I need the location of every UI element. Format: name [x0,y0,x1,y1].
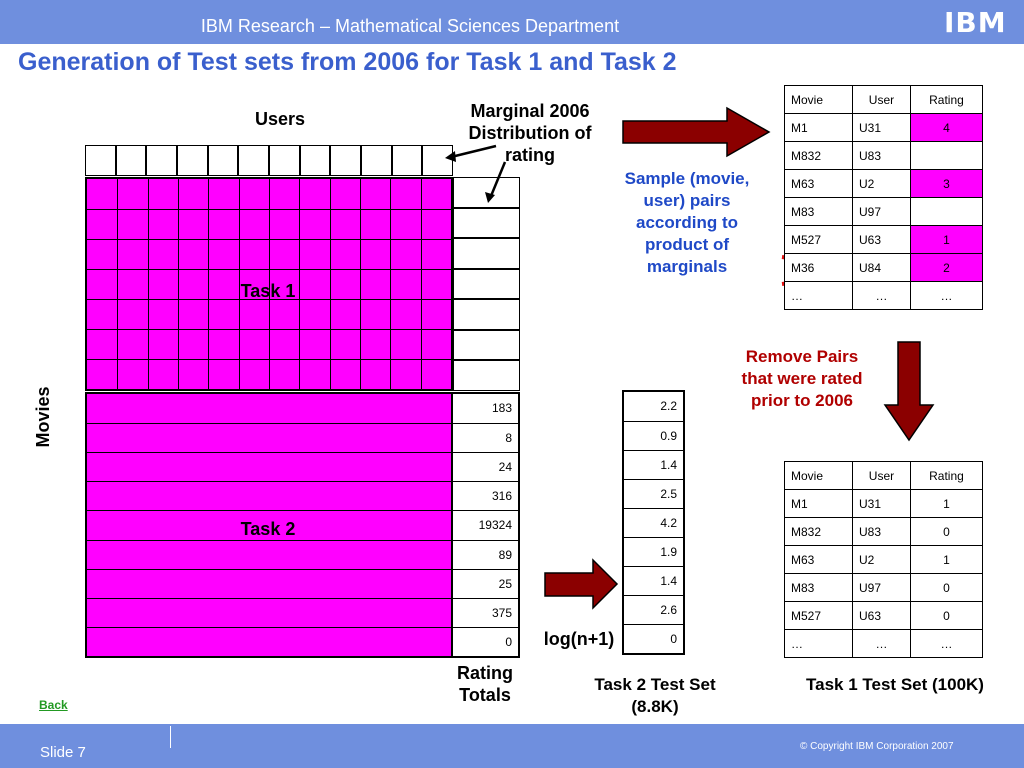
rating-total-cell: 24 [453,452,518,481]
table-row [785,226,983,254]
log-value-cell: 2.6 [624,595,683,624]
table-cell: U84 [853,254,911,282]
movies-label: Movies [33,386,53,448]
table-row [785,142,983,170]
table-cell: … [785,630,853,658]
table-header-cell: User [853,462,911,490]
task1-set-label: Task 1 Test Set (100K) [806,675,984,694]
table-cell: 0 [910,518,982,546]
table-cell: 1 [910,490,982,518]
table-cell: … [853,630,911,658]
rating-totals-label: Rating Totals [457,663,513,705]
table-cell: M527 [785,226,853,254]
down-arrow [885,342,933,440]
table-cell: 0 [910,574,982,602]
table-task1-result [784,461,983,658]
pointer-line-users [451,146,496,157]
task2-label: Task 2 [240,519,296,539]
header-title: IBM Research – Mathematical Sciences Department [200,16,620,36]
table-cell [910,198,982,226]
table-row [785,114,983,142]
log-value-cell: 2.2 [624,392,683,421]
table-cell: 4 [910,114,982,142]
log-value-cell: 0.9 [624,421,683,450]
table-cell: M1 [785,490,853,518]
table-header-cell: Rating [910,86,982,114]
table-cell: U63 [853,602,911,630]
log-value-cell: 4.2 [624,508,683,537]
table-cell: M832 [785,142,853,170]
marginal-label: Marginal 2006 Distribution of rating [468,101,592,165]
table-cell: M36 [785,254,853,282]
table-cell: 0 [910,602,982,630]
table-row [785,490,983,518]
table-cell: … [853,282,911,310]
task1-label: Task 1 [240,281,296,301]
table-row [785,198,983,226]
table-cell: U63 [853,226,911,254]
table-row [785,546,983,574]
log-value-cell: 1.4 [624,566,683,595]
table-header-row [785,86,983,114]
table-row [785,518,983,546]
rating-total-cell: 316 [453,481,518,510]
log-value-cell: 0 [624,624,683,653]
rating-total-cell: 25 [453,569,518,598]
task2-set-label: Task 2 Test Set (8.8K) [594,675,716,716]
table-cell: U83 [853,518,911,546]
table-cell: 1 [910,546,982,574]
table-cell: 1 [910,226,982,254]
table-cell: U83 [853,142,911,170]
table-cell [910,142,982,170]
rating-total-cell: 89 [453,540,518,569]
rating-total-cell: 183 [453,394,518,423]
table-row [785,630,983,658]
copyright: © Copyright IBM Corporation 2007 [800,741,954,752]
table-row [785,170,983,198]
rating-total-cell: 375 [453,598,518,627]
right-arrow-top [623,108,769,156]
table-cell: … [785,282,853,310]
table-cell: 2 [910,254,982,282]
remove-text: Remove Pairs that were rated prior to 2006 [741,347,863,410]
table-cell: … [910,282,982,310]
table-row [785,602,983,630]
table-cell: U2 [853,170,911,198]
back-link[interactable]: Back [39,698,68,712]
sample-text: Sample (movie, user) pairs according to product of marginals [624,169,750,276]
table-cell: M63 [785,170,853,198]
rating-total-cell: 8 [453,423,518,452]
table-cell: M1 [785,114,853,142]
users-label: Users [254,109,306,129]
ibm-logo: IBM [944,6,1007,39]
pointer-line-ratings [491,162,505,196]
slide-title: Generation of Test sets from 2006 for Task 1 and Task 2 [18,48,677,76]
rating-total-cell: 19324 [453,510,518,539]
slide-number: Slide 7 [40,744,86,761]
log-value-cell: 2.5 [624,479,683,508]
table-header-row [785,462,983,490]
table-row [785,282,983,310]
table-cell: M83 [785,574,853,602]
table-cell: … [910,630,982,658]
table-header-cell: User [853,86,911,114]
table-task1-sample [784,85,983,310]
log-value-cell: 1.9 [624,537,683,566]
table-header-cell: Rating [910,462,982,490]
table-row [785,574,983,602]
table-cell: U97 [853,574,911,602]
table-cell: U2 [853,546,911,574]
footer-divider [170,726,171,748]
table-cell: U31 [853,490,911,518]
table-cell: M832 [785,518,853,546]
table-header-cell: Movie [785,462,853,490]
right-arrow-bottom [545,560,617,608]
table-cell: U97 [853,198,911,226]
table-header-cell: Movie [785,86,853,114]
pointer-head-users [445,151,456,162]
log-value-cell: 1.4 [624,450,683,479]
table-cell: M63 [785,546,853,574]
table-row [785,254,983,282]
table-cell: 3 [910,170,982,198]
log-label: log(n+1) [543,629,615,649]
pointer-head-ratings [485,192,495,203]
rating-total-cell: 0 [453,627,518,656]
table-cell: M83 [785,198,853,226]
table-cell: M527 [785,602,853,630]
table-cell: U31 [853,114,911,142]
